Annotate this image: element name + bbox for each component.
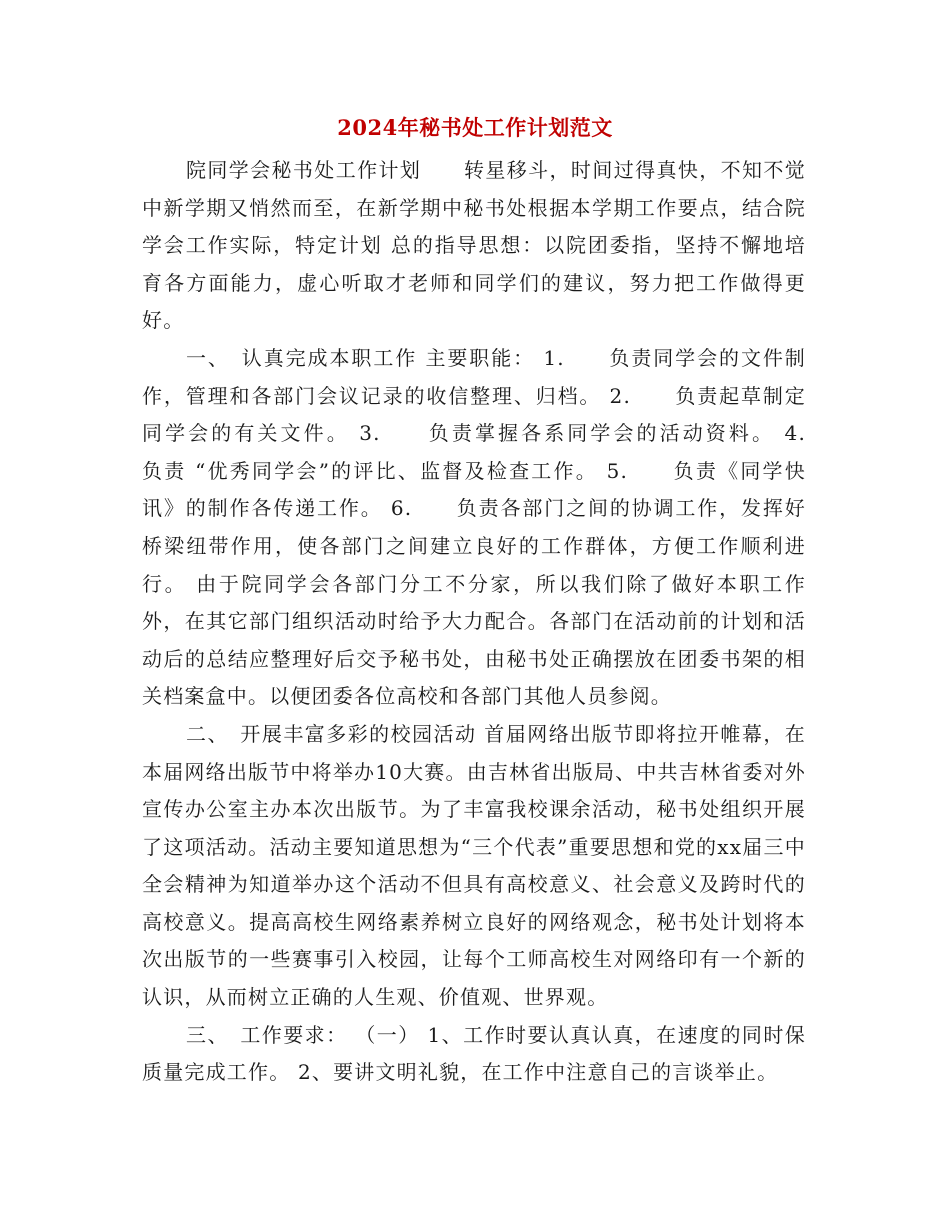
paragraph-intro: 院同学会秘书处工作计划 转星移斗，时间过得真快，不知不觉中新学期又悄然而至，在新学期中秘书处根据本学期工作要点，结合院学会工作实际，特定计划 总的指导思想：以院团委指，坚持不懈地培育各方面能力，虚心听取才老师和同学们的建议，努力把工作做得更好。 bbox=[142, 158, 806, 333]
paragraph-section-1: 一、 认真完成本职工作 主要职能： 1. 负责同学会的文件制作，管理和各部门会议记录的收信整理、归档。 2. 负责起草制定同学会的有关文件。 3. 负责掌握各系同学会的活动资料。 4. 负责 “优秀同学会”的评比、监督及检查工作。 5. 负责《同学快讯》的制作各传递工作。 6. 负责各部门之间的协调工作，发挥好桥梁纽带作用，使各部门之间建立良好的工作群体，方便工作顺利进行。 由于院同学会各部门分工不分家，所以我们除了做好本职工作外，在其它部门组织活动时给予大力配合。各部门在活动前的计划和活动后的总结应整理好后交予秘书处，由秘书处正确摆放在团委书架的相关档案盒中。以便团委各位高校和各部门其他人员参阅。 bbox=[142, 345, 849, 709]
paragraph-section-2: 二、 开展丰富多彩的校园活动 首届网络出版节即将拉开帷幕，在本届网络出版节中将举办10大赛。由吉林省出版局、中共吉林省委对外宣传办公室主办本次出版节。为了丰富我校课余活动，秘书处组织开展了这项活动。活动主要知道思想为“三个代表”重要思想和党的xx届三中全会精神为知道举办这个活动不但具有高校意义、社会意义及跨时代的高校意义。提高高校生网络素养树立良好的网络观念，秘书处计划将本次出版节的一些赛事引入校园，让每个工师高校生对网络印有一个新的认识，从而树立正确的人生观、价值观、世界观。 bbox=[142, 721, 806, 1010]
document-body bbox=[142, 152, 849, 1092]
document-title: 2024年秘书处工作计划范文 bbox=[337, 115, 613, 140]
paragraph-section-3: 三、 工作要求： （一） 1、工作时要认真认真，在速度的同时保质量完成工作。 2、要讲文明礼貌，在工作中注意自己的言谈举止。 bbox=[142, 1022, 806, 1085]
